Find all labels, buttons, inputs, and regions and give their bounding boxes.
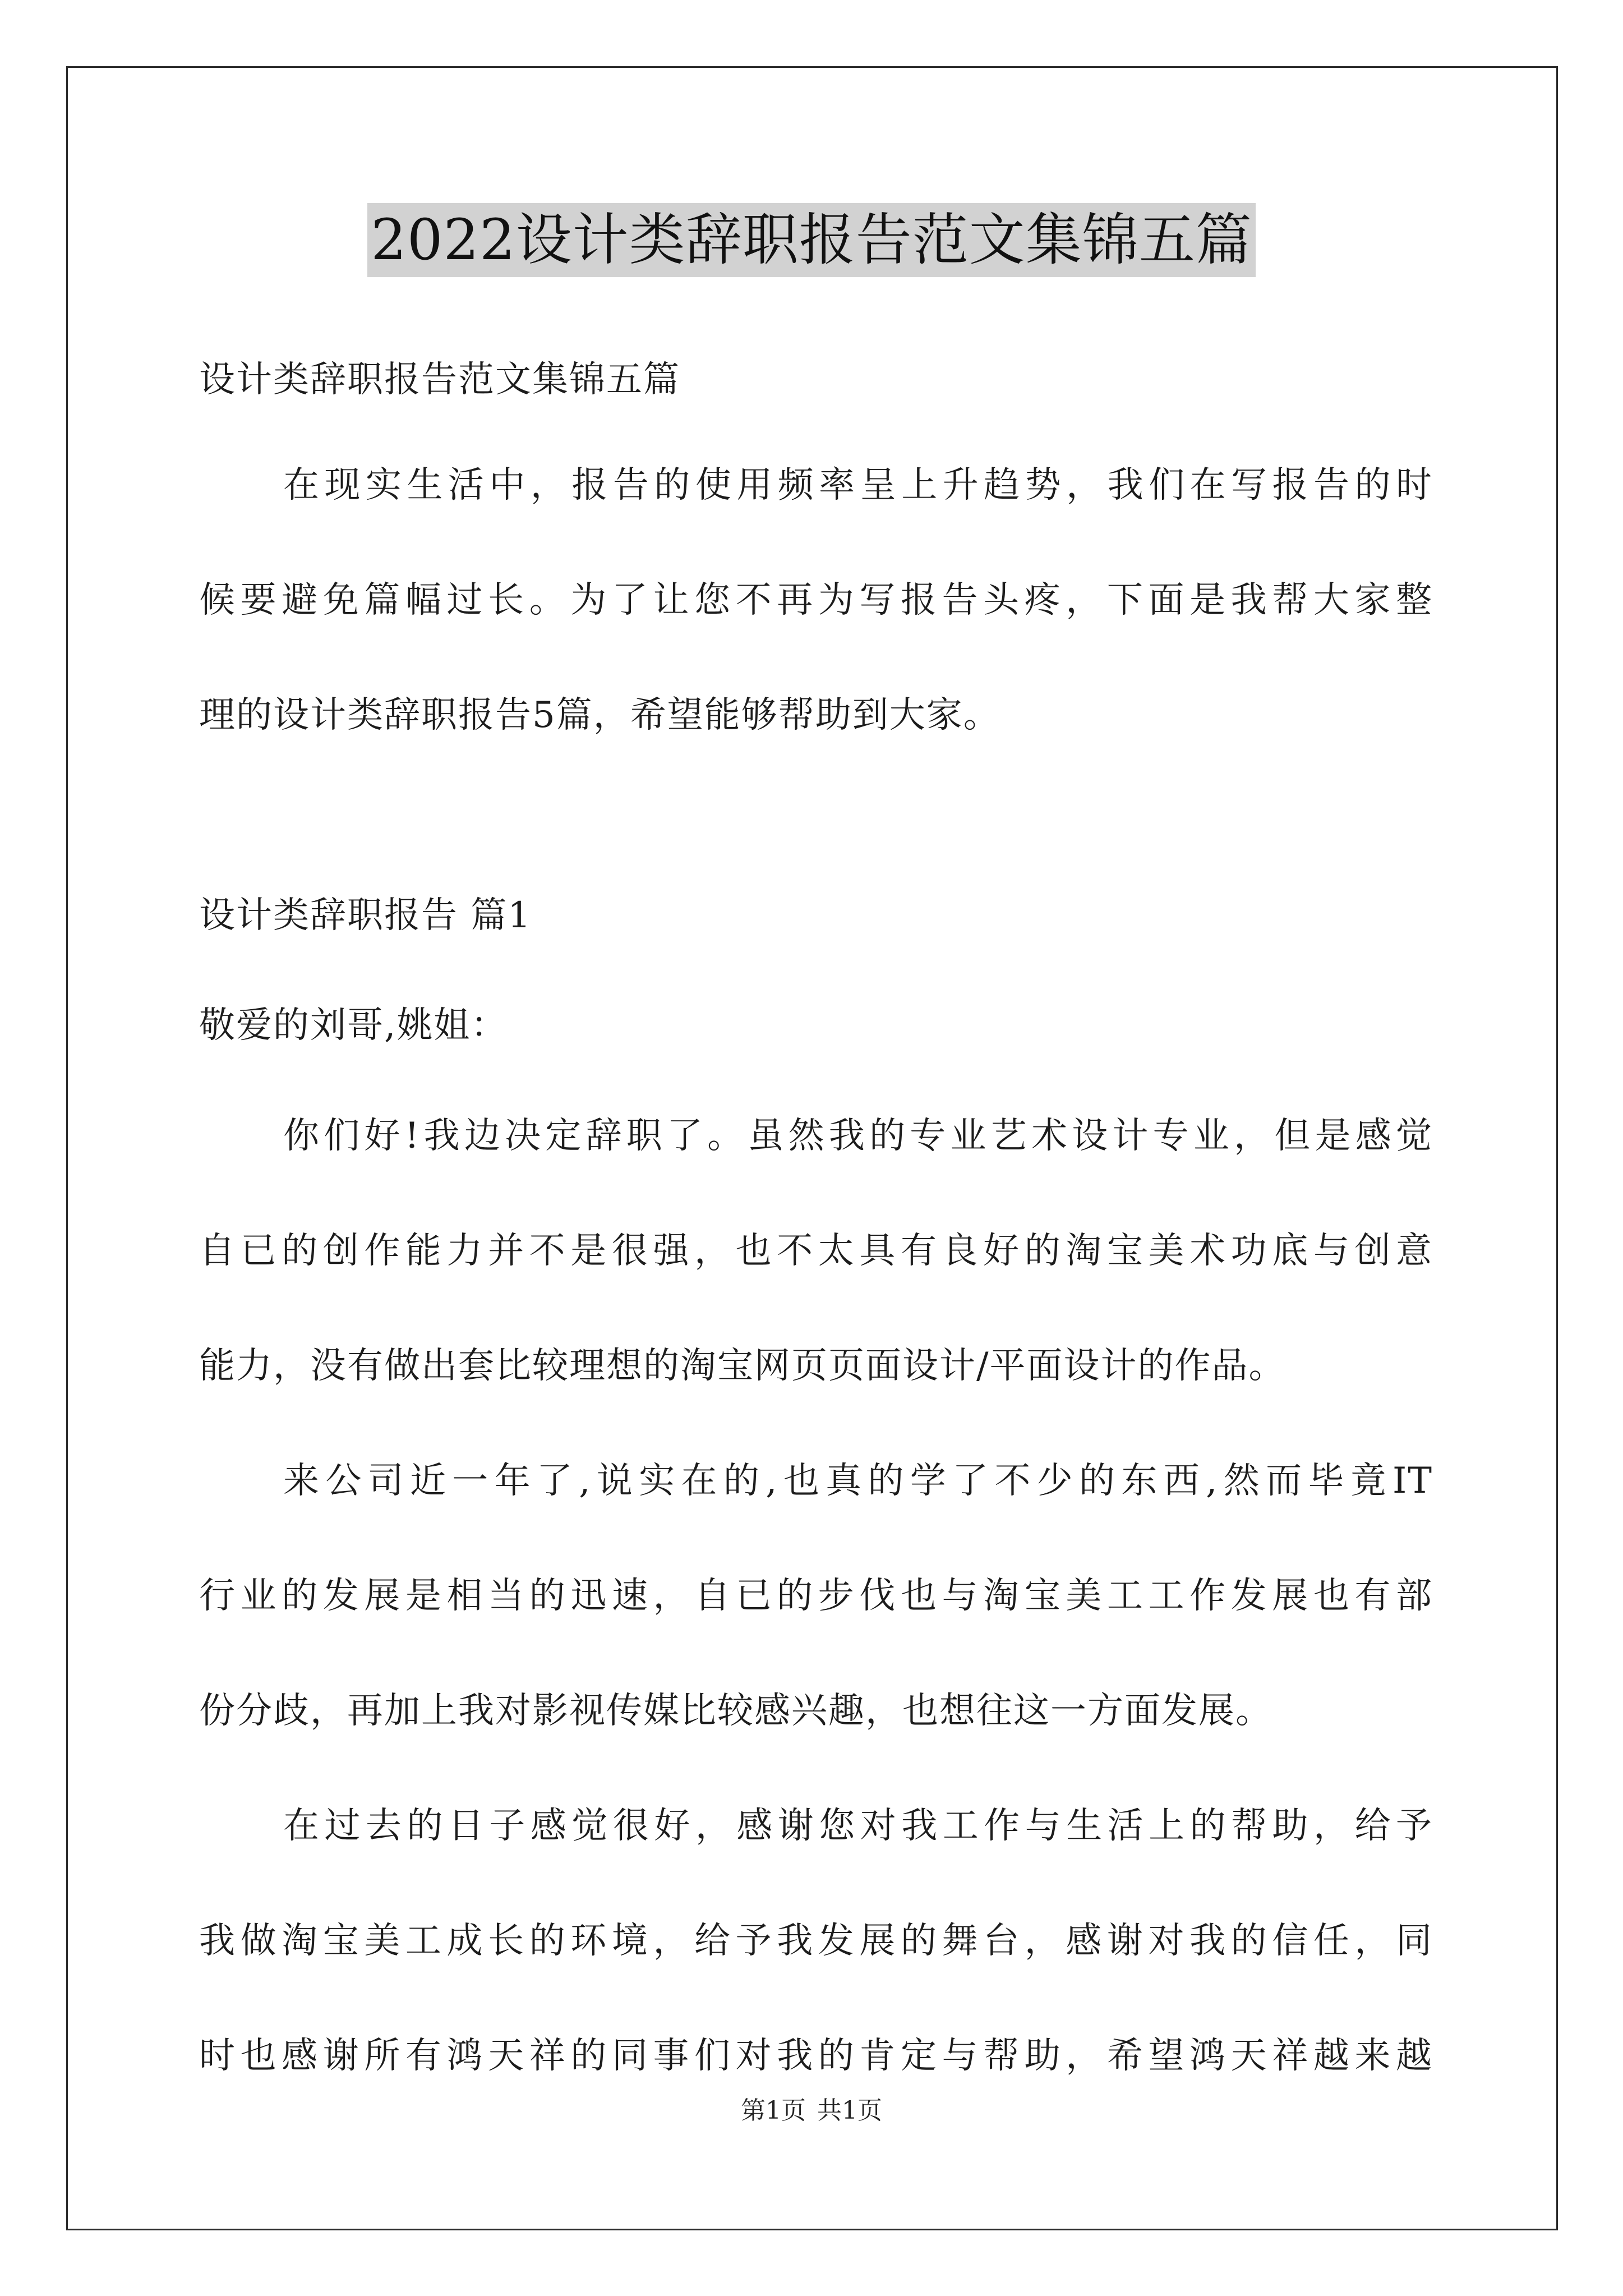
salutation: 敬爱的刘哥,姚姐： xyxy=(199,1005,508,1046)
page-number: 第1页 xyxy=(741,2096,806,2125)
paragraph-line: 来公司近一年了,说实在的,也真的学了不少的东西,然而毕竟IT xyxy=(283,1460,1433,1502)
paragraph-line: 能力，没有做出套比较理想的淘宝网页页面设计/平面设计的作品。 xyxy=(199,1345,1286,1387)
paragraph-line: 你们好!我边决定辞职了。虽然我的专业艺术设计专业，但是感觉 xyxy=(283,1115,1433,1157)
document-title: 2022设计类辞职报告范文集锦五篇 xyxy=(367,203,1256,277)
intro-line: 在现实生活中，报告的使用频率呈上升趋势，我们在写报告的时 xyxy=(283,464,1433,506)
paragraph-line: 在过去的日子感觉很好，感谢您对我工作与生活上的帮助，给予 xyxy=(283,1805,1433,1847)
intro-line: 理的设计类辞职报告5篇，希望能够帮助到大家。 xyxy=(199,694,1000,736)
section-heading: 设计类辞职报告 篇1 xyxy=(199,895,532,936)
paragraph-line: 时也感谢所有鸿天祥的同事们对我的肯定与帮助，希望鸿天祥越来越 xyxy=(199,2035,1433,2077)
paragraph-line: 份分歧，再加上我对影视传媒比较感兴趣，也想往这一方面发展。 xyxy=(199,1690,1272,1732)
document-subtitle: 设计类辞职报告范文集锦五篇 xyxy=(199,359,680,401)
title-container xyxy=(0,203,1623,277)
page-footer xyxy=(0,2095,1623,2127)
paragraph-line: 行业的发展是相当的迅速，自已的步伐也与淘宝美工工作发展也有部 xyxy=(199,1575,1433,1617)
page-total: 共1页 xyxy=(817,2096,882,2125)
paragraph-line: 我做淘宝美工成长的环境，给予我发展的舞台，感谢对我的信任，同 xyxy=(199,1920,1433,1962)
paragraph-line: 自已的创作能力并不是很强，也不太具有良好的淘宝美术功底与创意 xyxy=(199,1230,1433,1272)
intro-line: 候要避免篇幅过长。为了让您不再为写报告头疼，下面是我帮大家整 xyxy=(199,579,1433,621)
